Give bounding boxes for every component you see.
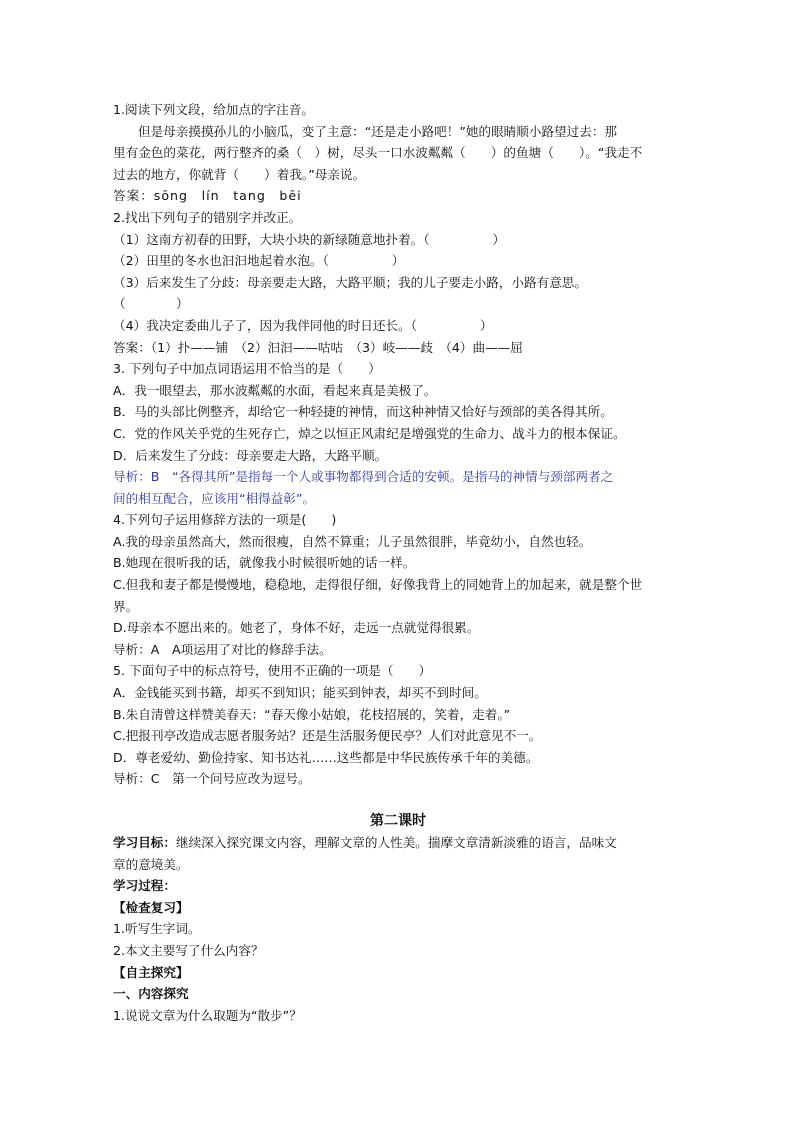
question-3 (113, 358, 683, 509)
question-title: 1.阅读下列文段，给加点的字注音。 (113, 102, 314, 117)
option-c: C.把报刊亭改造成志愿者服务站？还是生活服务便民亭？人们对此意见不一。 (113, 728, 542, 744)
guide-line: 导析：C 第一个问号应改为逗号。 (113, 771, 311, 787)
question-5 (113, 660, 683, 790)
review-item: 2.本文主要写了什么内容？ (113, 942, 264, 958)
review-heading: 【检查复习】 (113, 899, 189, 915)
question-title: 2.找出下列句子的错别字并改正。 (113, 209, 302, 225)
section-heading: 一、内容探究 (113, 986, 189, 1002)
lesson-two (113, 810, 683, 1026)
explore-question: 1.说说文章为什么取题为“散步”？ (113, 1007, 302, 1023)
goal-text-continued: 章的意境美。 (113, 856, 189, 872)
passage-line: 但是母亲摸摸孙儿的小脑瓜，变了主意：“还是走小路吧！”她的眼睛顺小路望过去：那 (138, 123, 618, 139)
goal-text: 继续深入探究课文内容，理解文章的人性美。揣摩文章清新淡雅的语言，品味文 (175, 835, 617, 850)
question-2 (113, 207, 683, 358)
guide-line: 导析：B “各得其所”是指每一个人或事物都得到合适的安顿。是指马的神情与颈部两者之 (113, 469, 614, 485)
sentence-item: （1）这南方初春的田野，大块小块的新绿随意地扑着。（ ） (113, 231, 506, 247)
answer-line: 答案：（1）扑——铺 （2）汩汩——咕咕 （3）岐——歧 （4）曲——屈 (113, 339, 523, 355)
option-c: C．党的作风关乎党的生死存亡，焯之以恒正风肃纪是增强党的生命力、战斗力的根本保证。 (113, 425, 626, 441)
option-b: B.朱自清曾这样赞美春天：“春天像小姑娘，花枝招展的，笑着，走着。” (113, 706, 511, 722)
option-c-continued: 界。 (113, 598, 139, 614)
passage-line: 过去的地方，你就背（ ）着我。”母亲说。 (113, 166, 366, 182)
option-a: A.我的母亲虽然高大，然而很瘦，自然不算重；儿子虽然很胖，毕竟幼小，自然也轻。 (113, 533, 592, 549)
section-gap (113, 790, 683, 810)
option-d: D.母亲本不愿出来的。她老了，身体不好，走远一点就觉得很累。 (113, 620, 480, 636)
lesson-heading: 第二课时 (370, 813, 426, 829)
review-item: 1.听写生字词。 (113, 921, 201, 937)
question-1 (113, 99, 683, 207)
question-4 (113, 509, 683, 660)
option-a: A．我一眼望去，那水波粼粼的水面，看起来真是美极了。 (113, 382, 437, 398)
worksheet-page (113, 99, 683, 1026)
option-b: B.她现在很听我的话，就像我小时候很听她的话一样。 (113, 555, 416, 571)
goal-label: 学习目标： (113, 835, 176, 850)
sentence-item: （2）田里的冬水也汩汩地起着水泡。（ ） (113, 253, 405, 269)
passage-line: 里有金色的菜花，两行整齐的桑（ ）树，尽头一口水波粼粼（ ）的鱼塘（ ）。“我走不 (113, 145, 643, 161)
question-title: 5. 下面句子中的标点符号，使用不正确的一项是（ ） (113, 663, 432, 679)
option-d: D．后来发生了分歧：母亲要走大路，大路平顺。 (113, 447, 388, 463)
process-label: 学习过程： (113, 878, 176, 894)
question-title: 3. 下列句子中加点词语运用不恰当的是（ ） (113, 361, 381, 377)
guide-line: 导析：A A项运用了对比的修辞手法。 (113, 641, 332, 657)
option-b: B．马的头部比例整齐，却给它一种轻捷的神情，而这种神情又恰好与颈部的美各得其所。 (113, 404, 613, 420)
answer-line: 答案：sōng lín tang bēi (113, 188, 302, 204)
option-a: A．金钱能买到书籍，却买不到知识；能买到钟表，却买不到时间。 (113, 685, 487, 701)
explore-heading: 【自主探究】 (113, 964, 189, 980)
sentence-item: （ ） (113, 296, 189, 312)
sentence-item: （4）我决定委曲儿子了，因为我伴同他的时日还长。（ ） (113, 317, 493, 333)
option-c: C.但我和妻子都是慢慢地，稳稳地，走得很仔细，好像我背上的同她背上的加起来，就是整个世 (113, 577, 643, 593)
guide-line: 间的相互配合，应该用“相得益彰”。 (113, 490, 315, 506)
sentence-item: （3）后来发生了分歧：母亲要走大路，大路平顺；我的儿子要走小路，小路有意思。 (113, 274, 587, 290)
option-d: D．尊老爱幼、勤俭持家、知书达礼……这些都是中华民族传承千年的美德。 (113, 749, 539, 765)
question-title: 4.下列句子运用修辞方法的一项是( ) (113, 512, 337, 528)
